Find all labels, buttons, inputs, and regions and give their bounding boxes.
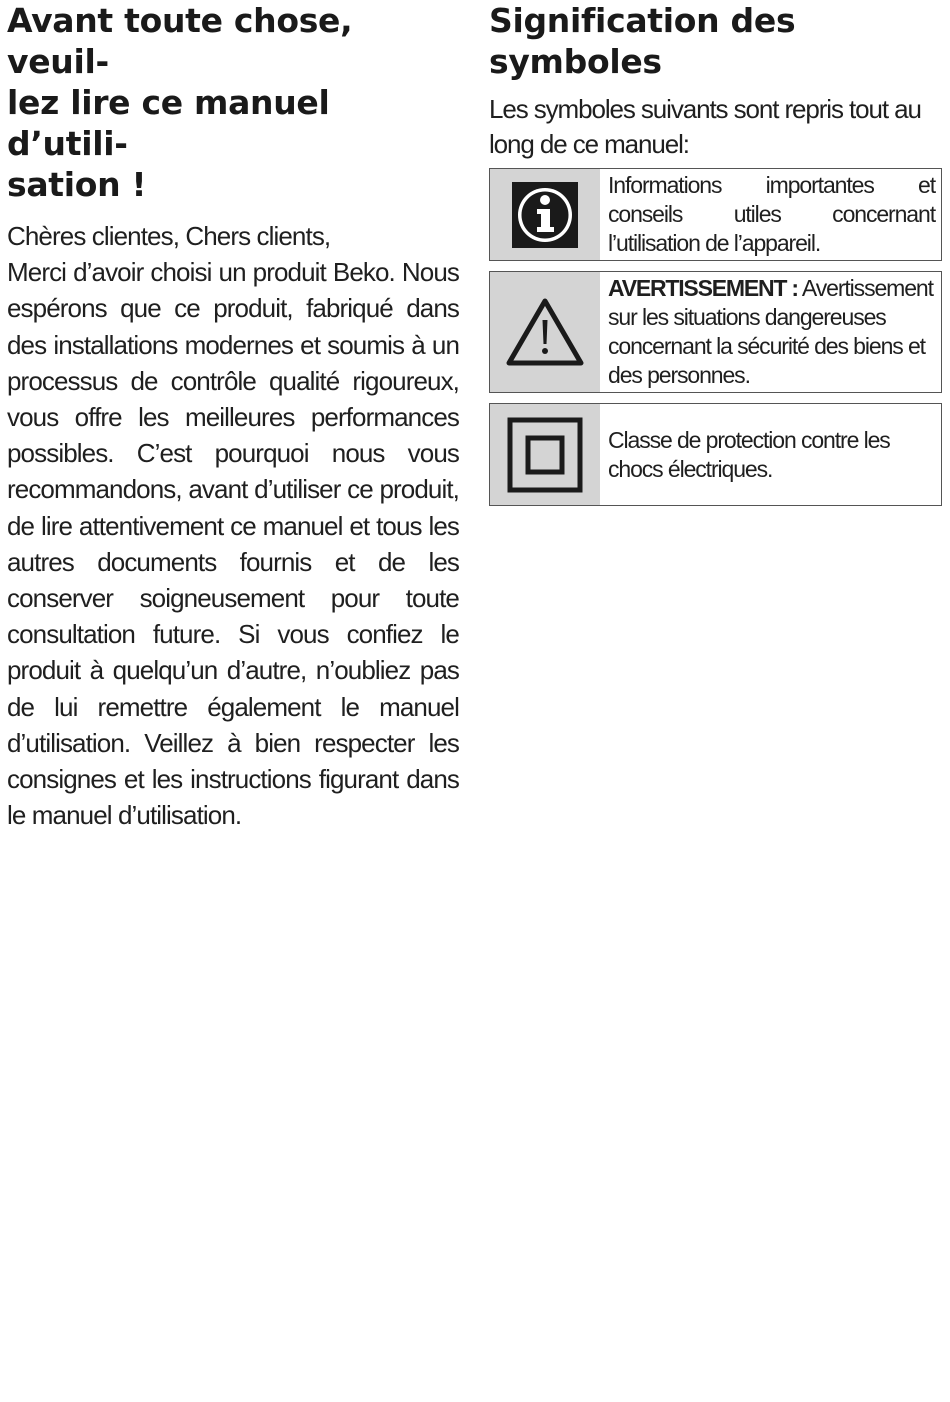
intro-body-text: Merci d’avoir choisi un produit Beko. Nous espérons que ce produit, fabriqué dans des installations modernes et soumis à un processus de contrôle qualité rigoureux, vous offre les meilleures performances possibles. C’est pourquoi nous vous recommandons, avant d’utiliser ce produit, de lire attentivement ce manuel et tous les autres documents fournis et de les conserver soigneusement pour toute consultation future. Si vous confiez le produit à quelqu’un d’autre, n’oubliez pas de lui remettre également le manuel d’utilisation. Veillez à bien respecter les consignes et les instructions figurant dans le manuel d’utilisation. <box>7 257 459 831</box>
info-icon <box>512 182 578 248</box>
symbol-description-info: Informations importantes et conseils utiles concernant l’utilisation de l’appareil. <box>608 172 935 256</box>
warning-text: Avertissement sur les situations dangereuses concernant la sécurité des biens et des personnes. <box>608 275 933 388</box>
symbols-intro-text: Les symboles suivants sont repris tout au long de ce manuel: <box>489 94 921 159</box>
intro-heading-line-1: Avant toute chose, veuil- <box>7 1 353 81</box>
symbol-row-warning <box>489 271 942 393</box>
greeting-text: Chères clientes, Chers clients, <box>7 221 331 251</box>
intro-heading-line-2: lez lire ce manuel d’utili- <box>7 83 330 163</box>
intro-heading-line-3: sation ! <box>7 165 147 204</box>
symbol-row-info <box>489 168 942 261</box>
intro-column <box>7 0 459 833</box>
symbol-row-class2 <box>489 403 942 506</box>
warning-triangle-icon <box>505 296 585 368</box>
symbols-heading: Signification des symboles <box>489 1 796 81</box>
symbols-column <box>489 0 943 516</box>
symbol-icon-cell <box>490 169 600 260</box>
symbol-description-warning <box>600 272 941 392</box>
symbol-description-class2: Classe de protection contre les chocs électriques. <box>608 427 890 482</box>
symbols-table <box>489 168 943 506</box>
class-ii-double-square-icon <box>507 417 583 493</box>
symbol-icon-cell <box>490 272 600 392</box>
warning-label: AVERTISSEMENT : <box>608 275 798 301</box>
intro-heading <box>7 0 459 205</box>
symbol-icon-cell <box>490 404 600 505</box>
